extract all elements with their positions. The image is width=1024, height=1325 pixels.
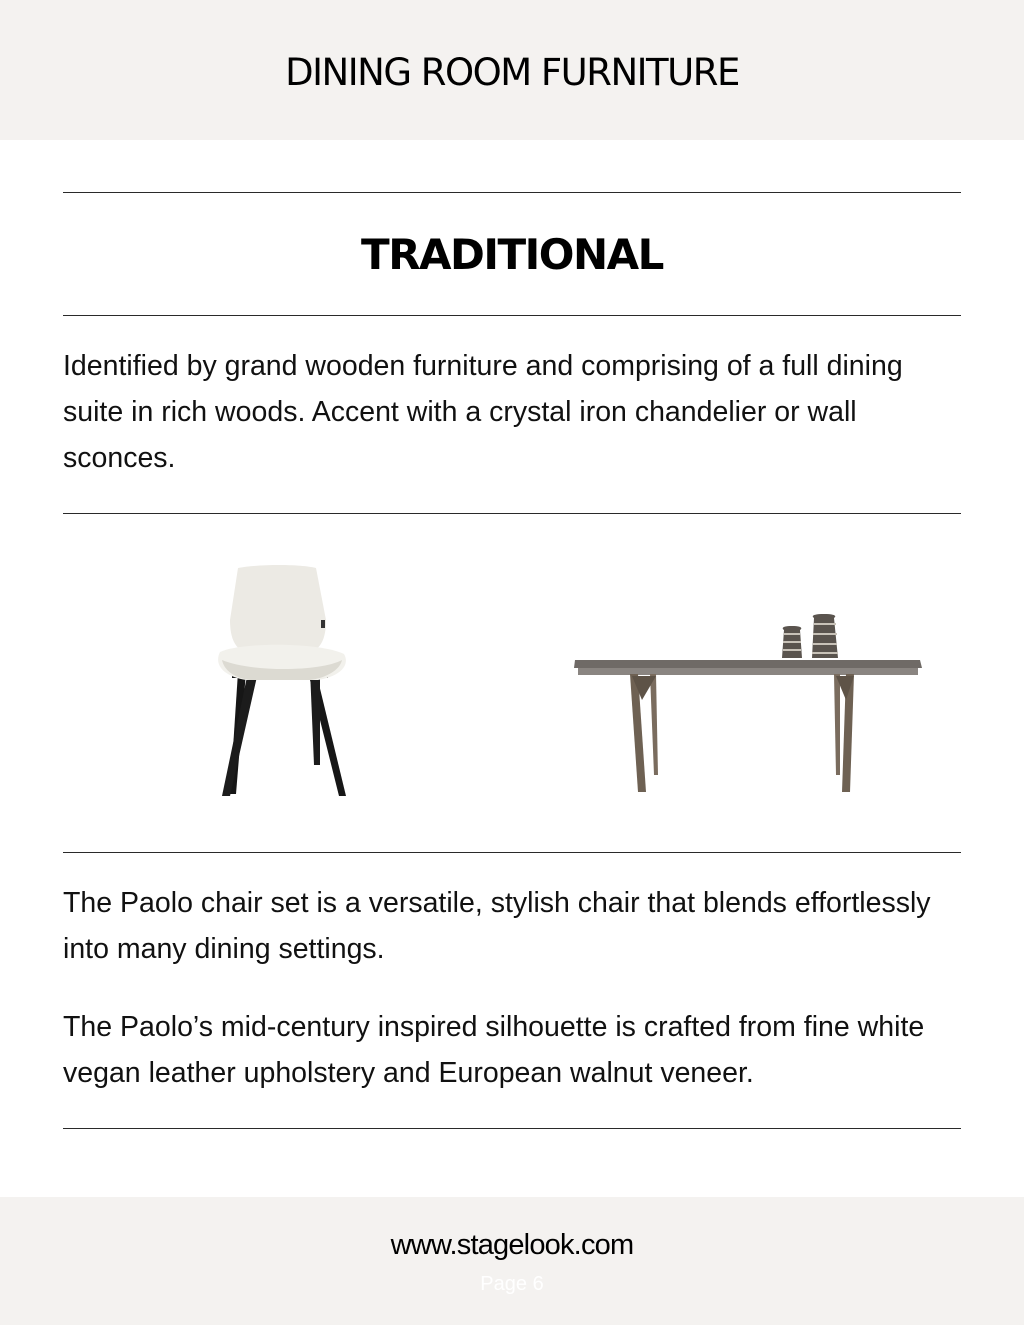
section-title: TRADITIONAL	[361, 230, 663, 279]
divider-below-products	[63, 852, 961, 853]
detail-paragraph-1: The Paolo chair set is a versatile, stylish chair that blends effortlessly into many dining settings.	[63, 887, 931, 965]
divider-below-title	[63, 315, 961, 316]
table-image	[570, 610, 930, 800]
divider-bottom	[63, 1128, 961, 1129]
divider-above-products	[63, 513, 961, 514]
style-description: Identified by grand wooden furniture and comprising of a full dining suite in rich woods. Accent with a crystal iron chandelier or wall sconces.	[63, 350, 903, 474]
chair-image	[200, 560, 360, 800]
divider-top	[63, 192, 961, 193]
page-header-title: DINING ROOM FURNITURE	[285, 51, 739, 94]
detail-paragraph-2: The Paolo’s mid-century inspired silhouette is crafted from fine white vegan leather upholstery and European walnut veneer.	[63, 1011, 925, 1089]
website-link[interactable]: www.stagelook.com	[390, 1229, 634, 1261]
page-number: Page 6	[480, 1273, 544, 1295]
